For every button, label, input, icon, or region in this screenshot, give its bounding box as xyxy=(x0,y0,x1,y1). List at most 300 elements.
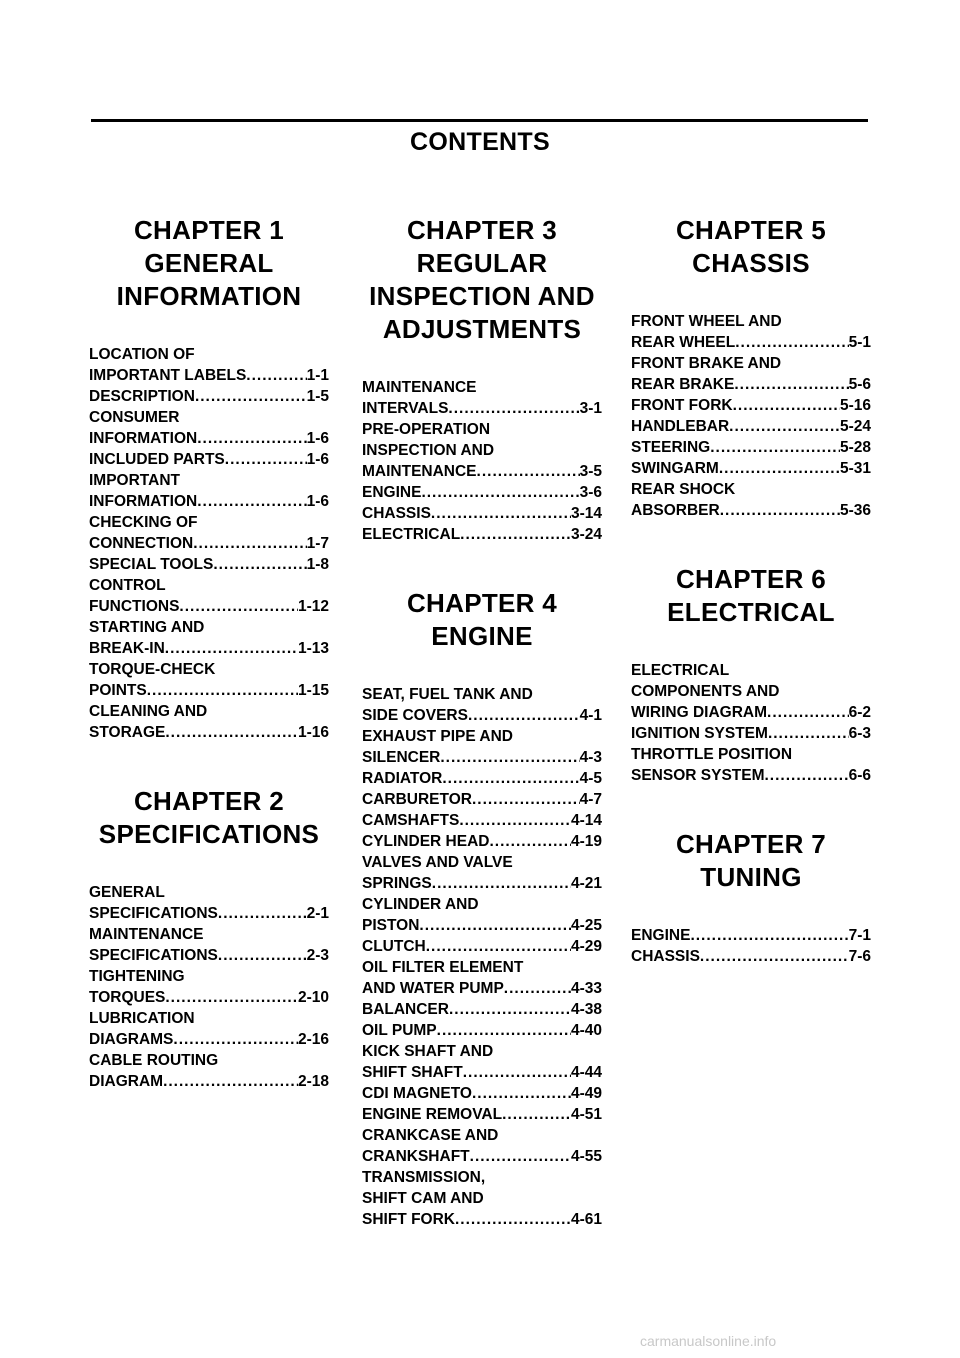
toc-entry-title-line: CYLINDER HEAD xyxy=(362,833,490,850)
chapter-heading-line: CHASSIS xyxy=(692,248,810,278)
toc-entry[interactable] xyxy=(89,882,329,924)
toc-entry[interactable] xyxy=(89,386,329,407)
chapter-heading-line: CHAPTER 1 xyxy=(133,215,285,245)
toc-entry-title-line: LUBRICATION xyxy=(89,1010,195,1027)
chapter-heading xyxy=(362,587,602,653)
dot-leader xyxy=(455,1209,571,1230)
toc-entry-leader-row xyxy=(362,999,602,1020)
chapter-heading-line: CHAPTER 2 xyxy=(133,786,285,816)
toc-entry-leader-row xyxy=(362,1020,602,1041)
toc-entry-page-number: 7-6 xyxy=(848,948,871,965)
toc-entry-title-line: CAMSHAFTS xyxy=(362,812,460,829)
toc-entry[interactable] xyxy=(89,1050,329,1092)
toc-entry-leader-row xyxy=(362,768,602,789)
toc-entry-list xyxy=(362,684,602,1230)
toc-entry[interactable] xyxy=(631,946,871,967)
toc-entry[interactable] xyxy=(631,723,871,744)
dot-leader xyxy=(468,705,580,726)
dot-leader xyxy=(765,765,849,786)
toc-entry-page-number: 2-1 xyxy=(306,905,329,922)
toc-entry[interactable] xyxy=(89,554,329,575)
toc-entry[interactable] xyxy=(89,1008,329,1050)
toc-entry-title-line: KICK SHAFT AND xyxy=(362,1043,494,1060)
toc-entry-page-number: 5-16 xyxy=(839,397,871,414)
toc-entry-title-line: IMPORTANT xyxy=(89,472,180,489)
toc-entry-title-line: STEERING xyxy=(631,439,711,456)
toc-entry[interactable] xyxy=(362,726,602,768)
dot-leader xyxy=(246,365,306,386)
dot-leader xyxy=(197,428,306,449)
chapter-section xyxy=(362,214,602,545)
toc-entry[interactable] xyxy=(362,1020,602,1041)
toc-entry[interactable] xyxy=(631,925,871,946)
page-title: CONTENTS xyxy=(410,128,550,156)
toc-entry-leader-row xyxy=(362,524,602,545)
toc-entry-page-number: 1-6 xyxy=(306,451,329,468)
toc-entry-page-number: 4-44 xyxy=(570,1064,602,1081)
toc-entry-title-line: CLEANING AND xyxy=(89,703,208,720)
toc-entry[interactable] xyxy=(89,966,329,1008)
dot-leader xyxy=(426,936,571,957)
dot-leader xyxy=(720,500,840,521)
toc-entry-title-line: ENGINE xyxy=(631,927,691,944)
toc-entry-title-line: IGNITION SYSTEM xyxy=(631,725,768,742)
toc-entry[interactable] xyxy=(362,1041,602,1083)
toc-entry-leader-row xyxy=(631,458,871,479)
toc-entry-title-line: SHIFT FORK xyxy=(362,1211,455,1228)
toc-entry-leader-row xyxy=(362,461,602,482)
toc-entry[interactable] xyxy=(362,377,602,419)
toc-entry-leader-row xyxy=(631,374,871,395)
chapter-heading-line: SPECIFICATIONS xyxy=(98,819,320,849)
dot-leader xyxy=(459,810,571,831)
toc-entry[interactable] xyxy=(89,512,329,554)
toc-entry[interactable] xyxy=(89,344,329,386)
chapter-section xyxy=(362,587,602,1230)
chapter-heading xyxy=(631,214,871,280)
chapter-heading-line: REGULAR xyxy=(416,248,548,278)
dot-leader xyxy=(197,491,306,512)
toc-entry[interactable] xyxy=(362,482,602,503)
toc-entry[interactable] xyxy=(89,924,329,966)
chapter-heading-line: CHAPTER 3 xyxy=(406,215,558,245)
toc-entry-page-number: 2-16 xyxy=(297,1031,329,1048)
toc-entry-title-line: MAINTENANCE xyxy=(362,463,477,480)
dot-leader xyxy=(173,1029,298,1050)
top-rule xyxy=(91,119,868,122)
chapter-heading-line: CHAPTER 4 xyxy=(406,588,558,618)
toc-entry-title-line: SILENCER xyxy=(362,749,441,766)
dot-leader xyxy=(719,458,840,479)
chapter-section xyxy=(89,214,329,743)
toc-entry-title-line: TIGHTENING xyxy=(89,968,185,985)
toc-entry-title-line: SPECIAL TOOLS xyxy=(89,556,214,573)
toc-entry-page-number: 1-5 xyxy=(306,388,329,405)
toc-entry-leader-row xyxy=(362,810,602,831)
toc-entry[interactable] xyxy=(362,503,602,524)
toc-entry-page-number: 1-1 xyxy=(306,367,329,384)
toc-entry-leader-row xyxy=(631,702,871,723)
dot-leader xyxy=(735,332,848,353)
toc-entry-page-number: 3-24 xyxy=(570,526,602,543)
toc-entry-title-line: SHIFT SHAFT xyxy=(362,1064,463,1081)
toc-entry[interactable] xyxy=(631,479,871,521)
toc-entry-title-line: HANDLEBAR xyxy=(631,418,730,435)
toc-entry-page-number: 4-29 xyxy=(570,938,602,955)
toc-entry-title-line: EXHAUST PIPE AND xyxy=(362,728,514,745)
dot-leader xyxy=(733,395,840,416)
toc-entry-title-line: OIL FILTER ELEMENT xyxy=(362,959,524,976)
dot-leader xyxy=(165,638,298,659)
toc-entry[interactable] xyxy=(362,684,602,726)
toc-column-1 xyxy=(89,214,329,1092)
toc-entry-leader-row xyxy=(89,945,329,966)
chapter-section xyxy=(631,563,871,786)
dot-leader xyxy=(460,524,571,545)
toc-entry-title-line: CABLE ROUTING xyxy=(89,1052,219,1069)
toc-entry[interactable] xyxy=(362,1167,602,1230)
toc-entry-title-line: CRANKCASE AND xyxy=(362,1127,499,1144)
toc-entry-page-number: 5-1 xyxy=(848,334,871,351)
toc-entry-title-line: DIAGRAM xyxy=(89,1073,164,1090)
toc-entry-page-number: 6-2 xyxy=(848,704,871,721)
dot-leader xyxy=(767,702,849,723)
toc-entry-leader-row xyxy=(631,437,871,458)
watermark-footer: carmanualsonline.info xyxy=(640,1333,777,1349)
toc-entry-page-number: 1-8 xyxy=(306,556,329,573)
toc-entry[interactable] xyxy=(631,395,871,416)
toc-entry-leader-row xyxy=(89,428,329,449)
toc-entry-page-number: 4-5 xyxy=(579,770,602,787)
dot-leader xyxy=(147,680,298,701)
toc-entry-leader-row xyxy=(362,747,602,768)
toc-entry-leader-row xyxy=(89,533,329,554)
toc-entry-page-number: 6-3 xyxy=(848,725,871,742)
toc-entry-title-line: MAINTENANCE xyxy=(89,926,204,943)
toc-entry[interactable] xyxy=(362,1104,602,1125)
toc-entry[interactable] xyxy=(89,449,329,470)
toc-entry[interactable] xyxy=(631,660,871,723)
toc-entry-title-line: SIDE COVERS xyxy=(362,707,468,724)
toc-entry-page-number: 3-1 xyxy=(579,400,602,417)
toc-entry[interactable] xyxy=(362,810,602,831)
chapter-heading xyxy=(631,828,871,894)
dot-leader xyxy=(710,437,840,458)
toc-entry[interactable] xyxy=(362,894,602,936)
toc-entry[interactable] xyxy=(89,701,329,743)
dot-leader xyxy=(734,374,848,395)
chapter-heading-line: ELECTRICAL xyxy=(667,597,835,627)
toc-entry-page-number: 4-7 xyxy=(579,791,602,808)
toc-entry-leader-row xyxy=(362,1104,602,1125)
toc-entry-page-number: 1-16 xyxy=(297,724,329,741)
toc-entry-list xyxy=(631,925,871,967)
toc-entry-title-line: REAR SHOCK xyxy=(631,481,736,498)
toc-entry[interactable] xyxy=(362,957,602,999)
dot-leader xyxy=(442,768,579,789)
toc-entry-title-line: ABSORBER xyxy=(631,502,720,519)
toc-entry[interactable] xyxy=(362,419,602,482)
toc-entry-leader-row xyxy=(362,705,602,726)
chapter-section xyxy=(631,214,871,521)
chapter-section xyxy=(631,828,871,967)
toc-entry-page-number: 2-18 xyxy=(297,1073,329,1090)
toc-entry[interactable] xyxy=(631,458,871,479)
toc-entry-title-line: THROTTLE POSITION xyxy=(631,746,793,763)
dot-leader xyxy=(163,1071,298,1092)
dot-leader xyxy=(502,1104,571,1125)
toc-entry[interactable] xyxy=(362,768,602,789)
toc-entry-title-line: BALANCER xyxy=(362,1001,449,1018)
chapter-heading xyxy=(631,563,871,629)
toc-entry-leader-row xyxy=(89,1071,329,1092)
dot-leader xyxy=(165,987,298,1008)
toc-entry-page-number: 7-1 xyxy=(848,927,871,944)
toc-entry-title-line: SPRINGS xyxy=(362,875,432,892)
toc-entry-title-line: SEAT, FUEL TANK AND xyxy=(362,686,533,703)
toc-entry-leader-row xyxy=(89,680,329,701)
toc-entry-title-line: TORQUE-CHECK xyxy=(89,661,216,678)
chapter-heading xyxy=(362,214,602,346)
toc-entry-page-number: 5-36 xyxy=(839,502,871,519)
toc-entry-title-line: ELECTRICAL xyxy=(631,662,730,679)
chapter-heading xyxy=(89,214,329,313)
dot-leader xyxy=(477,461,580,482)
toc-entry-leader-row xyxy=(89,386,329,407)
toc-entry[interactable] xyxy=(631,416,871,437)
toc-entry-leader-row xyxy=(362,1062,602,1083)
toc-entry-title-line: CDI MAGNETO xyxy=(362,1085,472,1102)
toc-entry-leader-row xyxy=(362,1146,602,1167)
toc-entry-title-line: RADIATOR xyxy=(362,770,443,787)
toc-entry[interactable] xyxy=(362,524,602,545)
toc-entry-title-line: STARTING AND xyxy=(89,619,205,636)
toc-entry-leader-row xyxy=(89,491,329,512)
toc-entry-page-number: 1-12 xyxy=(297,598,329,615)
toc-entry-title-line: ELECTRICAL xyxy=(362,526,461,543)
toc-entry-page-number: 4-19 xyxy=(570,833,602,850)
chapter-heading-line: CHAPTER 5 xyxy=(675,215,827,245)
chapter-section xyxy=(89,785,329,1092)
dot-leader xyxy=(421,482,579,503)
toc-entry-leader-row xyxy=(362,873,602,894)
toc-entry-page-number: 4-21 xyxy=(570,875,602,892)
toc-entry-leader-row xyxy=(631,925,871,946)
toc-entry-leader-row xyxy=(362,503,602,524)
toc-entry-page-number: 4-40 xyxy=(570,1022,602,1039)
dot-leader xyxy=(504,978,571,999)
toc-entry-title-line: COMPONENTS AND xyxy=(631,683,780,700)
chapter-heading-line: CHAPTER 7 xyxy=(675,829,827,859)
dot-leader xyxy=(489,831,571,852)
dot-leader xyxy=(193,533,306,554)
toc-entry-title-line: CARBURETOR xyxy=(362,791,472,808)
dot-leader xyxy=(419,915,571,936)
toc-entry-list xyxy=(89,344,329,743)
dot-leader xyxy=(165,722,298,743)
toc-entry-title-line: POINTS xyxy=(89,682,147,699)
dot-leader xyxy=(448,398,579,419)
chapter-heading-line: INSPECTION AND xyxy=(369,281,595,311)
toc-entry-page-number: 4-14 xyxy=(570,812,602,829)
dot-leader xyxy=(218,903,307,924)
toc-entry-title-line: SENSOR SYSTEM xyxy=(631,767,765,784)
toc-entry-page-number: 3-5 xyxy=(579,463,602,480)
toc-entry-leader-row xyxy=(631,946,871,967)
toc-entry-title-line: WIRING DIAGRAM xyxy=(631,704,768,721)
toc-entry-title-line: CHASSIS xyxy=(362,505,431,522)
toc-entry-page-number: 5-24 xyxy=(839,418,871,435)
chapter-heading-line: ENGINE xyxy=(431,621,533,651)
chapter-heading-line: TUNING xyxy=(700,862,802,892)
toc-entry-title-line: OIL PUMP xyxy=(362,1022,437,1039)
toc-entry-page-number: 4-33 xyxy=(570,980,602,997)
toc-entry-leader-row xyxy=(362,398,602,419)
toc-entry[interactable] xyxy=(89,617,329,659)
toc-entry-leader-row xyxy=(631,416,871,437)
toc-entry-title-line: SWINGARM xyxy=(631,460,719,477)
toc-entry[interactable] xyxy=(362,999,602,1020)
toc-entry-page-number: 3-6 xyxy=(579,484,602,501)
toc-entry-leader-row xyxy=(89,554,329,575)
toc-entry[interactable] xyxy=(362,936,602,957)
dot-leader xyxy=(470,1146,571,1167)
toc-entry-page-number: 1-7 xyxy=(306,535,329,552)
toc-entry-leader-row xyxy=(362,1083,602,1104)
toc-entry-leader-row xyxy=(89,903,329,924)
toc-entry[interactable] xyxy=(89,659,329,701)
toc-entry-leader-row xyxy=(89,596,329,617)
toc-entry[interactable] xyxy=(362,1083,602,1104)
toc-entry-leader-row xyxy=(89,987,329,1008)
toc-entry-page-number: 1-6 xyxy=(306,493,329,510)
chapter-heading xyxy=(89,785,329,851)
toc-entry-page-number: 4-49 xyxy=(570,1085,602,1102)
toc-entry-page-number: 2-10 xyxy=(297,989,329,1006)
chapter-heading-line: ADJUSTMENTS xyxy=(382,314,582,344)
dot-leader xyxy=(440,747,579,768)
dot-leader xyxy=(225,449,307,470)
toc-entry-leader-row xyxy=(89,722,329,743)
toc-entry-page-number: 5-28 xyxy=(839,439,871,456)
toc-entry-leader-row xyxy=(631,723,871,744)
toc-entry-title-line: FRONT WHEEL AND xyxy=(631,313,782,330)
toc-entry-title-line: FUNCTIONS xyxy=(89,598,180,615)
toc-entry-list xyxy=(89,882,329,1092)
dot-leader xyxy=(463,1062,571,1083)
toc-entry-page-number: 2-3 xyxy=(306,947,329,964)
toc-entry-page-number: 1-13 xyxy=(297,640,329,657)
toc-entry[interactable] xyxy=(89,407,329,449)
toc-entry-list xyxy=(362,377,602,545)
toc-entry-title-line: PRE-OPERATION xyxy=(362,421,491,438)
dot-leader xyxy=(437,1020,571,1041)
toc-column-2 xyxy=(362,214,602,1230)
toc-entry[interactable] xyxy=(89,470,329,512)
toc-entry[interactable] xyxy=(631,437,871,458)
toc-entry-leader-row xyxy=(362,831,602,852)
toc-entry-page-number: 4-25 xyxy=(570,917,602,934)
toc-entry-page-number: 6-6 xyxy=(848,767,871,784)
toc-entry-title-line: INFORMATION xyxy=(89,430,198,447)
chapter-heading-line: CHAPTER 6 xyxy=(675,564,827,594)
toc-entry-title-line: DESCRIPTION xyxy=(89,388,195,405)
toc-entry-leader-row xyxy=(631,395,871,416)
toc-entry[interactable] xyxy=(362,1125,602,1167)
dot-leader xyxy=(213,554,306,575)
toc-entry-page-number: 4-38 xyxy=(570,1001,602,1018)
toc-entry-title-line: CHECKING OF xyxy=(89,514,198,531)
toc-entry-leader-row xyxy=(631,332,871,353)
chapter-heading-line: INFORMATION xyxy=(116,281,302,311)
toc-entry-page-number: 4-3 xyxy=(579,749,602,766)
toc-entry[interactable] xyxy=(362,852,602,894)
toc-entry-title-line: CHASSIS xyxy=(631,948,700,965)
toc-entry-title-line: CRANKSHAFT xyxy=(362,1148,470,1165)
chapter-heading-line: GENERAL xyxy=(144,248,274,278)
dot-leader xyxy=(449,999,571,1020)
toc-entry-title-line: CYLINDER AND xyxy=(362,896,479,913)
dot-leader xyxy=(432,873,571,894)
toc-entry[interactable] xyxy=(362,789,602,810)
toc-entry[interactable] xyxy=(631,311,871,353)
toc-entry-leader-row xyxy=(89,449,329,470)
toc-entry-title-line: BREAK-IN xyxy=(89,640,165,657)
toc-entry[interactable] xyxy=(631,353,871,395)
toc-entry-list xyxy=(631,660,871,786)
toc-entry-leader-row xyxy=(362,482,602,503)
toc-entry-leader-row xyxy=(89,365,329,386)
toc-entry-title-line: IMPORTANT LABELS xyxy=(89,367,247,384)
toc-entry-title-line: MAINTENANCE xyxy=(362,379,477,396)
toc-entry-title-line: REAR WHEEL xyxy=(631,334,736,351)
toc-entry-page-number: 4-51 xyxy=(570,1106,602,1123)
toc-entry-page-number: 5-6 xyxy=(848,376,871,393)
toc-entry-title-line: CONNECTION xyxy=(89,535,194,552)
toc-entry-page-number: 1-15 xyxy=(297,682,329,699)
dot-leader xyxy=(690,925,848,946)
toc-entry-title-line: FRONT FORK xyxy=(631,397,733,414)
toc-entry-page-number: 4-1 xyxy=(579,707,602,724)
toc-entry-title-line: INSPECTION AND xyxy=(362,442,495,459)
toc-entry-title-line: INFORMATION xyxy=(89,493,198,510)
dot-leader xyxy=(431,503,571,524)
toc-entry-title-line: GENERAL xyxy=(89,884,165,901)
toc-entry-leader-row xyxy=(631,765,871,786)
toc-entry[interactable] xyxy=(89,575,329,617)
toc-entry-title-line: CONTROL xyxy=(89,577,166,594)
dot-leader xyxy=(700,946,849,967)
toc-entry-title-line: REAR BRAKE xyxy=(631,376,735,393)
toc-entry-title-line: PISTON xyxy=(362,917,420,934)
toc-entry-page-number: 4-55 xyxy=(570,1148,602,1165)
toc-entry-leader-row xyxy=(362,789,602,810)
dot-leader xyxy=(472,789,580,810)
toc-entry-title-line: VALVES AND VALVE xyxy=(362,854,513,871)
toc-entry-title-line: LOCATION OF xyxy=(89,346,195,363)
toc-entry-leader-row xyxy=(362,1209,602,1230)
dot-leader xyxy=(179,596,298,617)
toc-entry-title-line: AND WATER PUMP xyxy=(362,980,504,997)
toc-entry-title-line: INTERVALS xyxy=(362,400,449,417)
toc-entry[interactable] xyxy=(362,831,602,852)
toc-entry-page-number: 3-14 xyxy=(570,505,602,522)
dot-leader xyxy=(729,416,840,437)
toc-entry[interactable] xyxy=(631,744,871,786)
toc-entry-title-line: CONSUMER xyxy=(89,409,180,426)
toc-entry-title-line: TRANSMISSION, xyxy=(362,1169,486,1186)
toc-entry-title-line: FRONT BRAKE AND xyxy=(631,355,782,372)
